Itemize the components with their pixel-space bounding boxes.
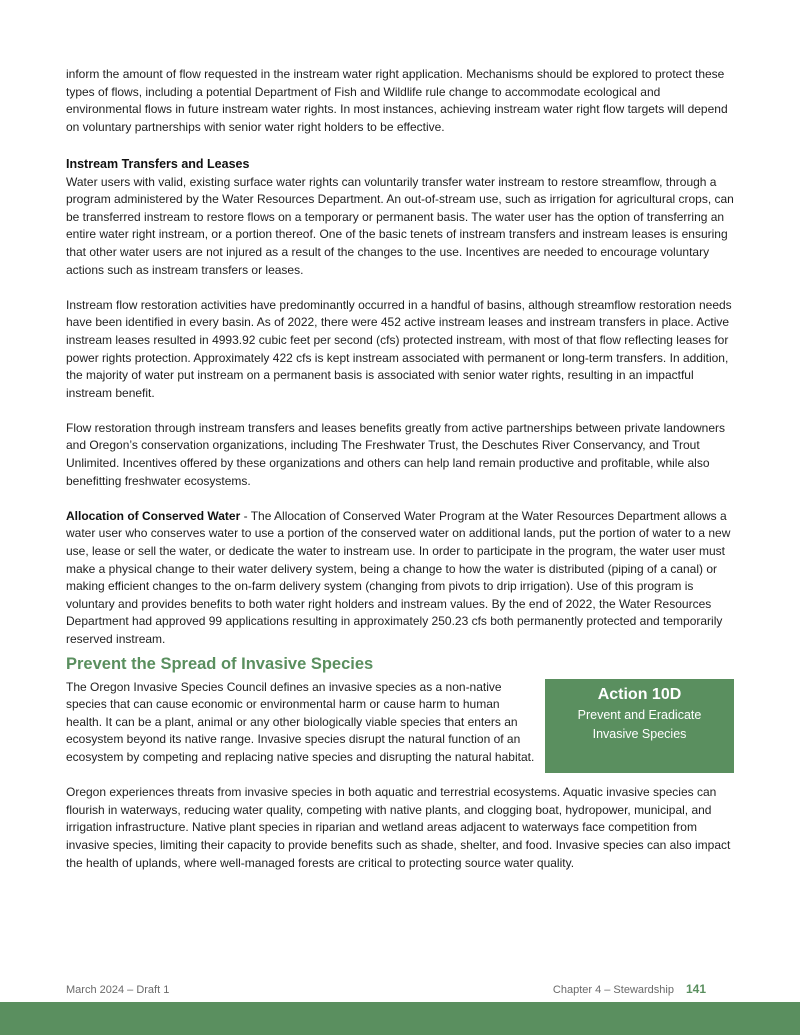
allocation-text: - The Allocation of Conserved Water Program at the Water Resources Department allows a water user who conserves water to use a portion of the conserved water on additional lands, put the portion of water to a new use, lease or sell the water, or dedicate the water to instream use. In order to participate in the program, the water user must make a physical change to their water delivery system, being a change to how the water is distributed (piping of a canal) or making efficient changes to the on-farm delivery system (changing from pivots to drip irrigation). Use of this program is voluntary and provides benefits to both water right holders and instream values. By the end of 2022, the Water Resources Department had approved 99 applications resulting in approximately 250.23 cfs both permanently protected and temporarily reserved instream.: [66, 508, 731, 646]
action-title: Action 10D: [597, 685, 682, 703]
action-line-1: Prevent and Eradicate: [577, 707, 702, 722]
invasive-paragraph-2: Oregon experiences threats from invasive species in both aquatic and terrestrial ecosystems. Aquatic invasive species can flourish in waterways, reducing water quality, competing with native plants, and clogging boat, hydropower, municipal, and irrigation infrastructure. Native plant species in riparian and wetland areas adjacent to waterways face competition from invasive species, limiting their capacity to provide benefits such as shade, shelter, and food. Invasive species can also impact the health of uplands, where well-managed forests are critical to protecting source water quality.: [66, 785, 731, 870]
action-line-2: Invasive Species: [592, 726, 687, 741]
intro-paragraph: inform the amount of flow requested in the instream water right application. Mechanisms should be explored to protect these types of flows, including a potential Department of Fish and Wildlife rule change to accommodate ecological and environmental flows in future instream water rights. In most instances, achieving instream water right flow targets will depend on voluntary partnerships with senior water right holders to be effective.: [66, 67, 728, 134]
footer-date: March 2024 – Draft 1: [66, 984, 170, 996]
page-footer: [66, 982, 706, 1000]
transfers-paragraph-1: Water users with valid, existing surface water rights can voluntarily transfer water instream to restore streamflow, through a program administered by the Water Resources Department. An out-of-stream use, such as irrigation for agricultural crops, can be transferred instream to restore flows on a temporary or permanent basis. The water user has the option of transferring an entire water right instream, or a portion thereof. One of the basic tenets of instream transfers and instream leases is ensuring that other water users are not injured as a result of the changes to the use. Incentives are needed to encourage voluntary actions such as instream transfers or leases.: [66, 174, 734, 277]
allocation-paragraph: [66, 508, 736, 649]
invasive-paragraph-1: The Oregon Invasive Species Council defines an invasive species as a non-native species that can cause economic or environmental harm or cause harm to human health. It can be a plant, animal or any other biologically viable species that enters an ecosystem beyond its native range. Invasive species disrupt the natural function of an ecosystem by competing and replacing native species and disrupting the natural habitat.: [66, 679, 535, 764]
footer-chapter: Chapter 4 – Stewardship: [552, 984, 674, 996]
action-callout-box: [545, 679, 734, 773]
page-body: [66, 66, 736, 872]
footer-chapter-info: [553, 982, 706, 996]
transfers-paragraph-2: Instream flow restoration activities have predominantly occurred in a handful of basins, although streamflow restoration needs have been identified in every basin. As of 2022, there were 452 active instream leases and instream transfers in place. Active instream leases resulted in 4993.92 cubic feet per second (cfs) protected instream, with most of that flow reflecting leases for power rights protection. Approximately 422 cfs is kept instream associated with permanent or long-term transfers. In addition, the majority of water put instream on a permanent basis is associated with senior water rights, resulting in an impactful instream benefit.: [66, 297, 732, 400]
invasive-section: [66, 679, 736, 873]
transfers-paragraph-3: Flow restoration through instream transfers and leases benefits greatly from active partnerships between private landowners and Oregon’s conservation organizations, including The Freshwater Trust, the Deschutes River Conservancy, and Trout Unlimited. Incentives offered by these organizations and others can help land remain productive and profitable, while also benefitting freshwater ecosystems.: [66, 420, 725, 488]
page-number: 141: [685, 982, 706, 996]
allocation-heading: Allocation of Conserved Water: [66, 508, 241, 523]
footer-color-band: [0, 1002, 800, 1035]
invasive-heading: Prevent the Spread of Invasive Species: [66, 654, 374, 673]
transfers-heading: Instream Transfers and Leases: [66, 156, 250, 171]
